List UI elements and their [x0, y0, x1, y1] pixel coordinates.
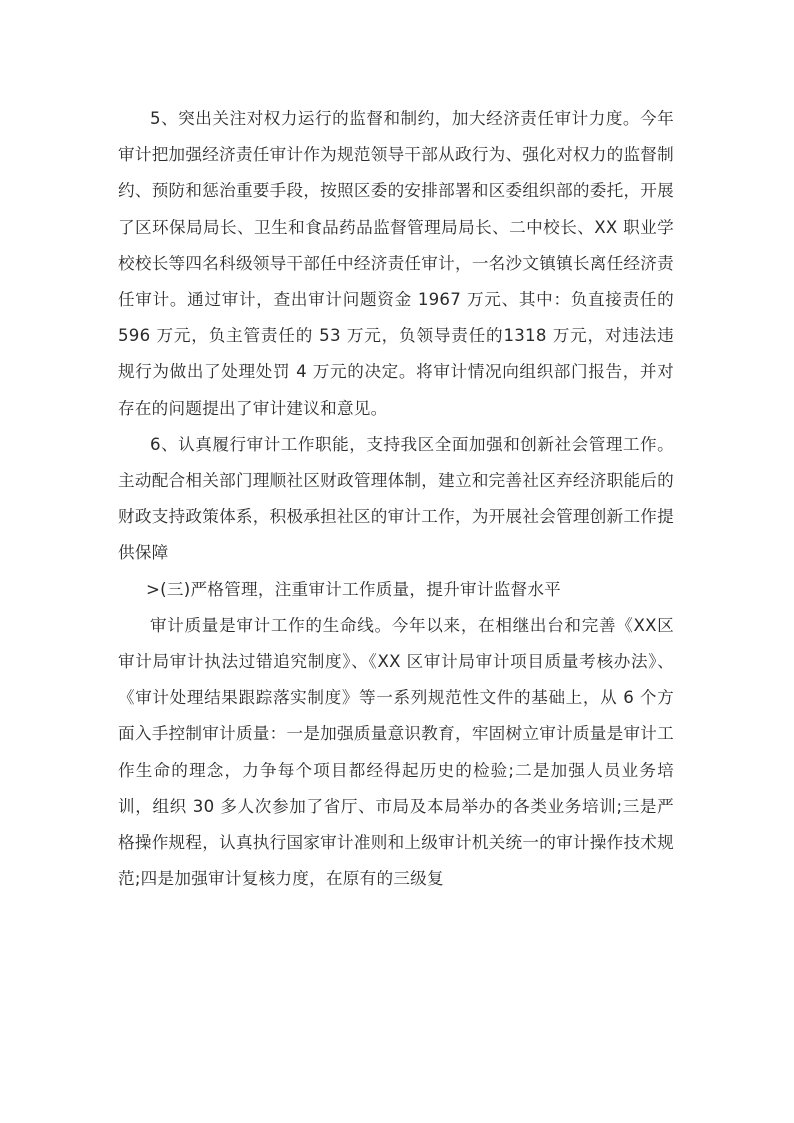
paragraph-social-management-support: 6、认真履行审计工作职能，支持我区全面加强和创新社会管理工作。主动配合相关部门理顺社区财政管理体制，建立和完善社区弃经济职能后的财政支持政策体系，积极承担社区的审计工作，为开展社会管理创新工作提供保障 [118, 434, 674, 563]
body-text [118, 101, 674, 897]
section-heading-audit-quality: >(三)严格管理，注重审计工作质量，提升审计监督水平 [146, 579, 562, 599]
paragraph-audit-quality: 审计质量是审计工作的生命线。今年以来，在相继出台和完善《XX区审计局审计执法过错追究制度》、《XX 区审计局审计项目质量考核办法》、《审计处理结果跟踪落实制度》等一系列规范性文件的基础上，从 6 个方面入手控制审计质量：一是加强质量意识教育，牢固树立审计质量是审计工作生命的理念，力争每个项目都经得起历史的检验;二是加强人员业务培训，组织 30 多人次参加了省厅、市局及本局举办的各类业务培训;三是严格操作规程，认真执行国家审计准则和上级审计机关统一的审计操作技术规范;四是加强审计复核力度，在原有的三级复 [118, 615, 674, 889]
paragraph-economic-responsibility-audit: 5、突出关注对权力运行的监督和制约，加大经济责任审计力度。今年审计把加强经济责任审计作为规范领导干部从政行为、强化对权力的监督制约、预防和惩治重要手段，按照区委的安排部署和区委组织部的委托，开展了区环保局局长、卫生和食品药品监督管理局局长、二中校长、XX 职业学校校长等四名科级领导干部任中经济责任审计，一名沙文镇镇长离任经济责任审计。通过审计，查出审计问题资金 1967 万元、其中：负直接责任的 596 万元，负主管责任的 53 万元，负领导责任的1318 万元，对违法违规行为做出了处理处罚 4 万元的决定。将审计情况向组织部门报告，并对存在的问题提出了审计建议和意见。 [118, 109, 674, 418]
